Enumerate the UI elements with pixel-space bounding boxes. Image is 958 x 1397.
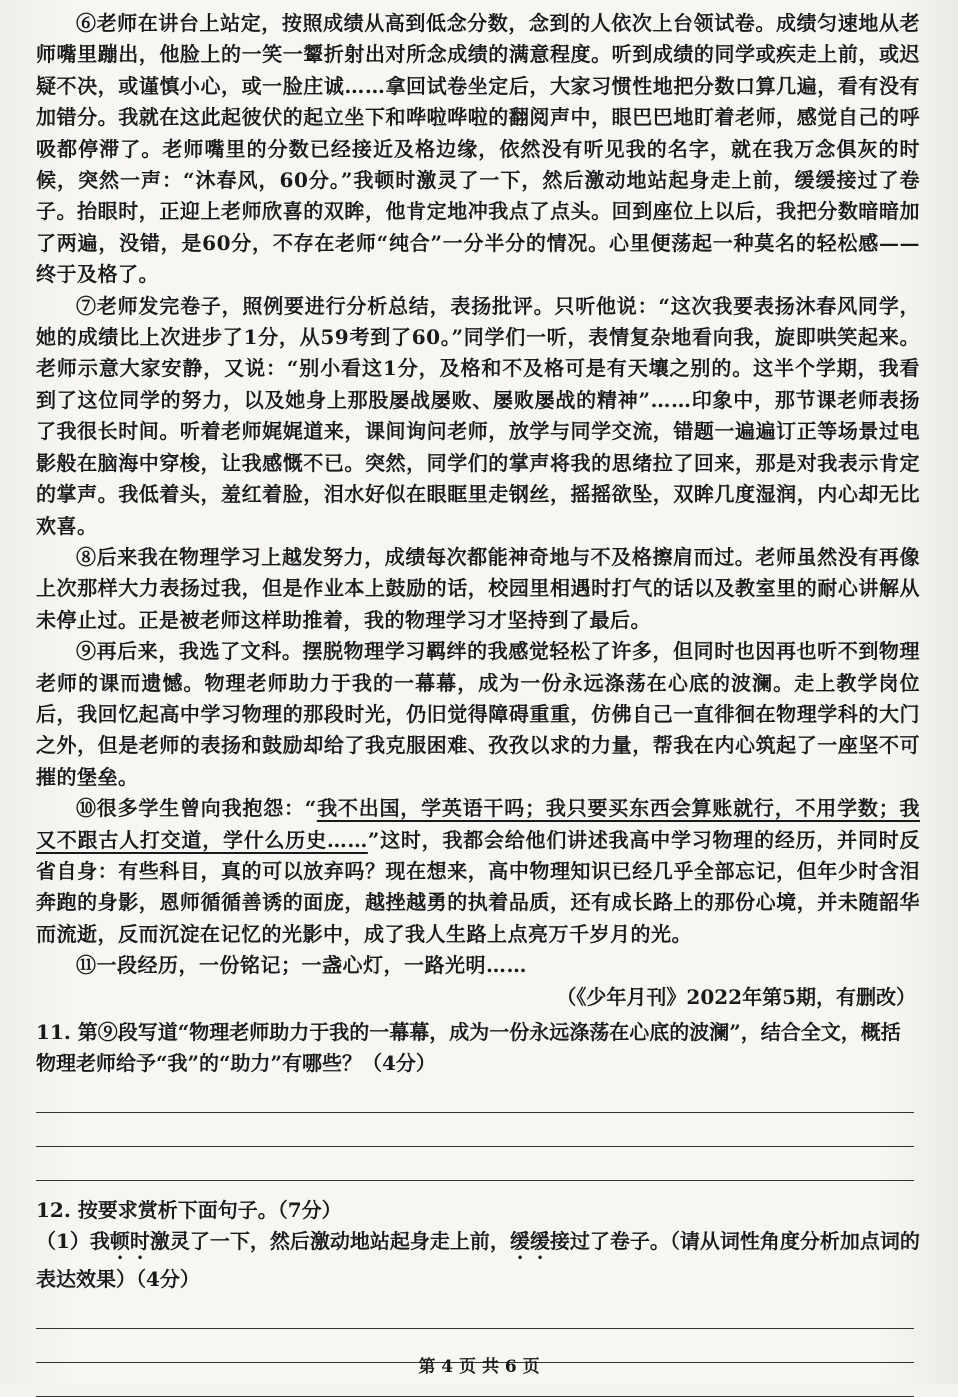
answer-line[interactable]	[36, 1079, 914, 1113]
reading-passage	[36, 8, 920, 1397]
q12-dotted-word-1: 顿时	[109, 1228, 150, 1253]
answer-line[interactable]	[36, 1295, 914, 1329]
q12-dotted-word-2: 缓缓	[509, 1228, 550, 1253]
question-12-part-1	[36, 1226, 920, 1295]
paragraph-6: ⑥老师在讲台上站定，按照成绩从高到低念分数，念到的人依次上台领试卷。成绩匀速地从老师嘴里蹦出，他脸上的一笑一颦折射出对所念成绩的满意程度。听到成绩的同学或疾走上前，或迟疑不决，或谨慎小心，或一脸庄诚……拿回试卷坐定后，大家习惯性地把分数口算几遍，看有没有加错分。我就在这此起彼伏的起立坐下和哗啦哗啦的翻阅声中，眼巴巴地盯着老师，感觉自己的呼吸都停滞了。老师嘴里的分数已经接近及格边缘，依然没有听见我的名字，就在我万念俱灰的时候，突然一声：“沐春风，60分。”我顿时激灵了一下，然后激动地站起身走上前，缓缓接过了卷子。抬眼时，正迎上老师欣喜的双眸，他肯定地冲我点了点头。回到座位上以后，我把分数暗暗加了两遍，没错，是60分，不存在老师“纯合”一分半分的情况。心里便荡起一种莫名的轻松感——终于及格了。	[36, 11, 920, 287]
q12-text-after: 接过了卷子。（请从词性角度分析加点词的表达效果）（4分）	[36, 1228, 920, 1291]
q12-text-before: （1）我	[36, 1228, 110, 1253]
paragraph-7: ⑦老师发完卷子，照例要进行分析总结，表扬批评。只听他说：“这次我要表扬沐春风同学，她的成绩比上次进步了1分，从59考到了60。”同学们一听，表情复杂地看向我，旋即哄笑起来。老师示意大家安静，又说：“别小看这1分，及格和不及格可是有天壤之别的。这半个学期，我看到了这位同学的努力，以及她身上那股屡战屡败、屡败屡战的精神”……印象中，那节课老师表扬了我很长时间。听着老师娓娓道来，课间询问老师，放学与同学交流，错题一遍遍订正等场景过电影般在脑海中穿梭，让我感慨不已。突然，同学们的掌声将我的思绪拉了回来，那是对我表示肯定的掌声。我低着头，羞红着脸，泪水好似在眼眶里走钢丝，摇摇欲坠，双眸几度湿润，内心却无比欢喜。	[36, 293, 920, 538]
question-12-title: 12. 按要求赏析下面句子。（7分）	[36, 1197, 342, 1222]
paragraph-8: ⑧后来我在物理学习上越发努力，成绩每次都能神奇地与不及格擦肩而过。老师虽然没有再像上次那样大力表扬过我，但是作业本上鼓励的话，校园里相遇时打气的话以及教室里的耐心讲解从未停止过。正是被老师这样助推着，我的物理学习才坚持到了最后。	[36, 544, 920, 632]
paragraph-10	[36, 793, 920, 950]
q12-text-middle: 激灵了一下，然后激动地站起身走上前，	[149, 1228, 510, 1253]
paragraph-10-start: ⑩很多学生曾向我抱怨：“	[76, 796, 317, 821]
question-11-text: 11. 第⑨段写道“物理老师助力于我的一幕幕，成为一份永远涤荡在心底的波澜”，结合全文，概括物理老师给予“我”的“助力”有哪些？（4分）	[36, 1019, 901, 1075]
source-citation: （《少年月刊》2022年第5期，有删改）	[556, 984, 916, 1009]
question-11	[36, 1017, 920, 1181]
paragraph-10-end: ”这时，我都会给他们讲述我高中学习物理的经历，并同时反省自身：有些科目，真的可以放弃吗？现在想来，高中物理知识已经几乎全部忘记，但年少时含泪奔跑的身影，恩师循循善诱的面庞，越挫越勇的执着品质，还有成长路上的那份心境，并未随韶华而流逝，反而沉淀在记忆的光影中，成了我人生路上点亮万千岁月的光。	[36, 827, 921, 946]
paragraph-10-underlined: 我不出国，学英语干吗；我只要买东西会算账就行，不用学数；我又不跟古人打交道，学什么历史……	[36, 796, 921, 852]
answer-line[interactable]	[36, 1147, 914, 1181]
answer-line[interactable]	[36, 1113, 914, 1147]
page-footer: 第 4 页 共 6 页	[418, 1357, 540, 1377]
paragraph-9: ⑨再后来，我选了文科。摆脱物理学习羁绊的我感觉轻松了许多，但同时也因再也听不到物理老师的课而遗憾。物理老师助力于我的一幕幕，成为一份永远涤荡在心底的波澜。走上教学岗位后，我回忆起高中学习物理的那段时光，仍旧觉得障碍重重，仿佛自己一直徘徊在物理学科的大门之外，但是老师的表扬和鼓励却给了我克服困难、孜孜以求的力量，帮我在内心筑起了一座坚不可摧的堡垒。	[36, 639, 920, 789]
paragraph-11: ⑪一段经历，一份铭记；一盏心灯，一路光明……	[76, 953, 527, 978]
